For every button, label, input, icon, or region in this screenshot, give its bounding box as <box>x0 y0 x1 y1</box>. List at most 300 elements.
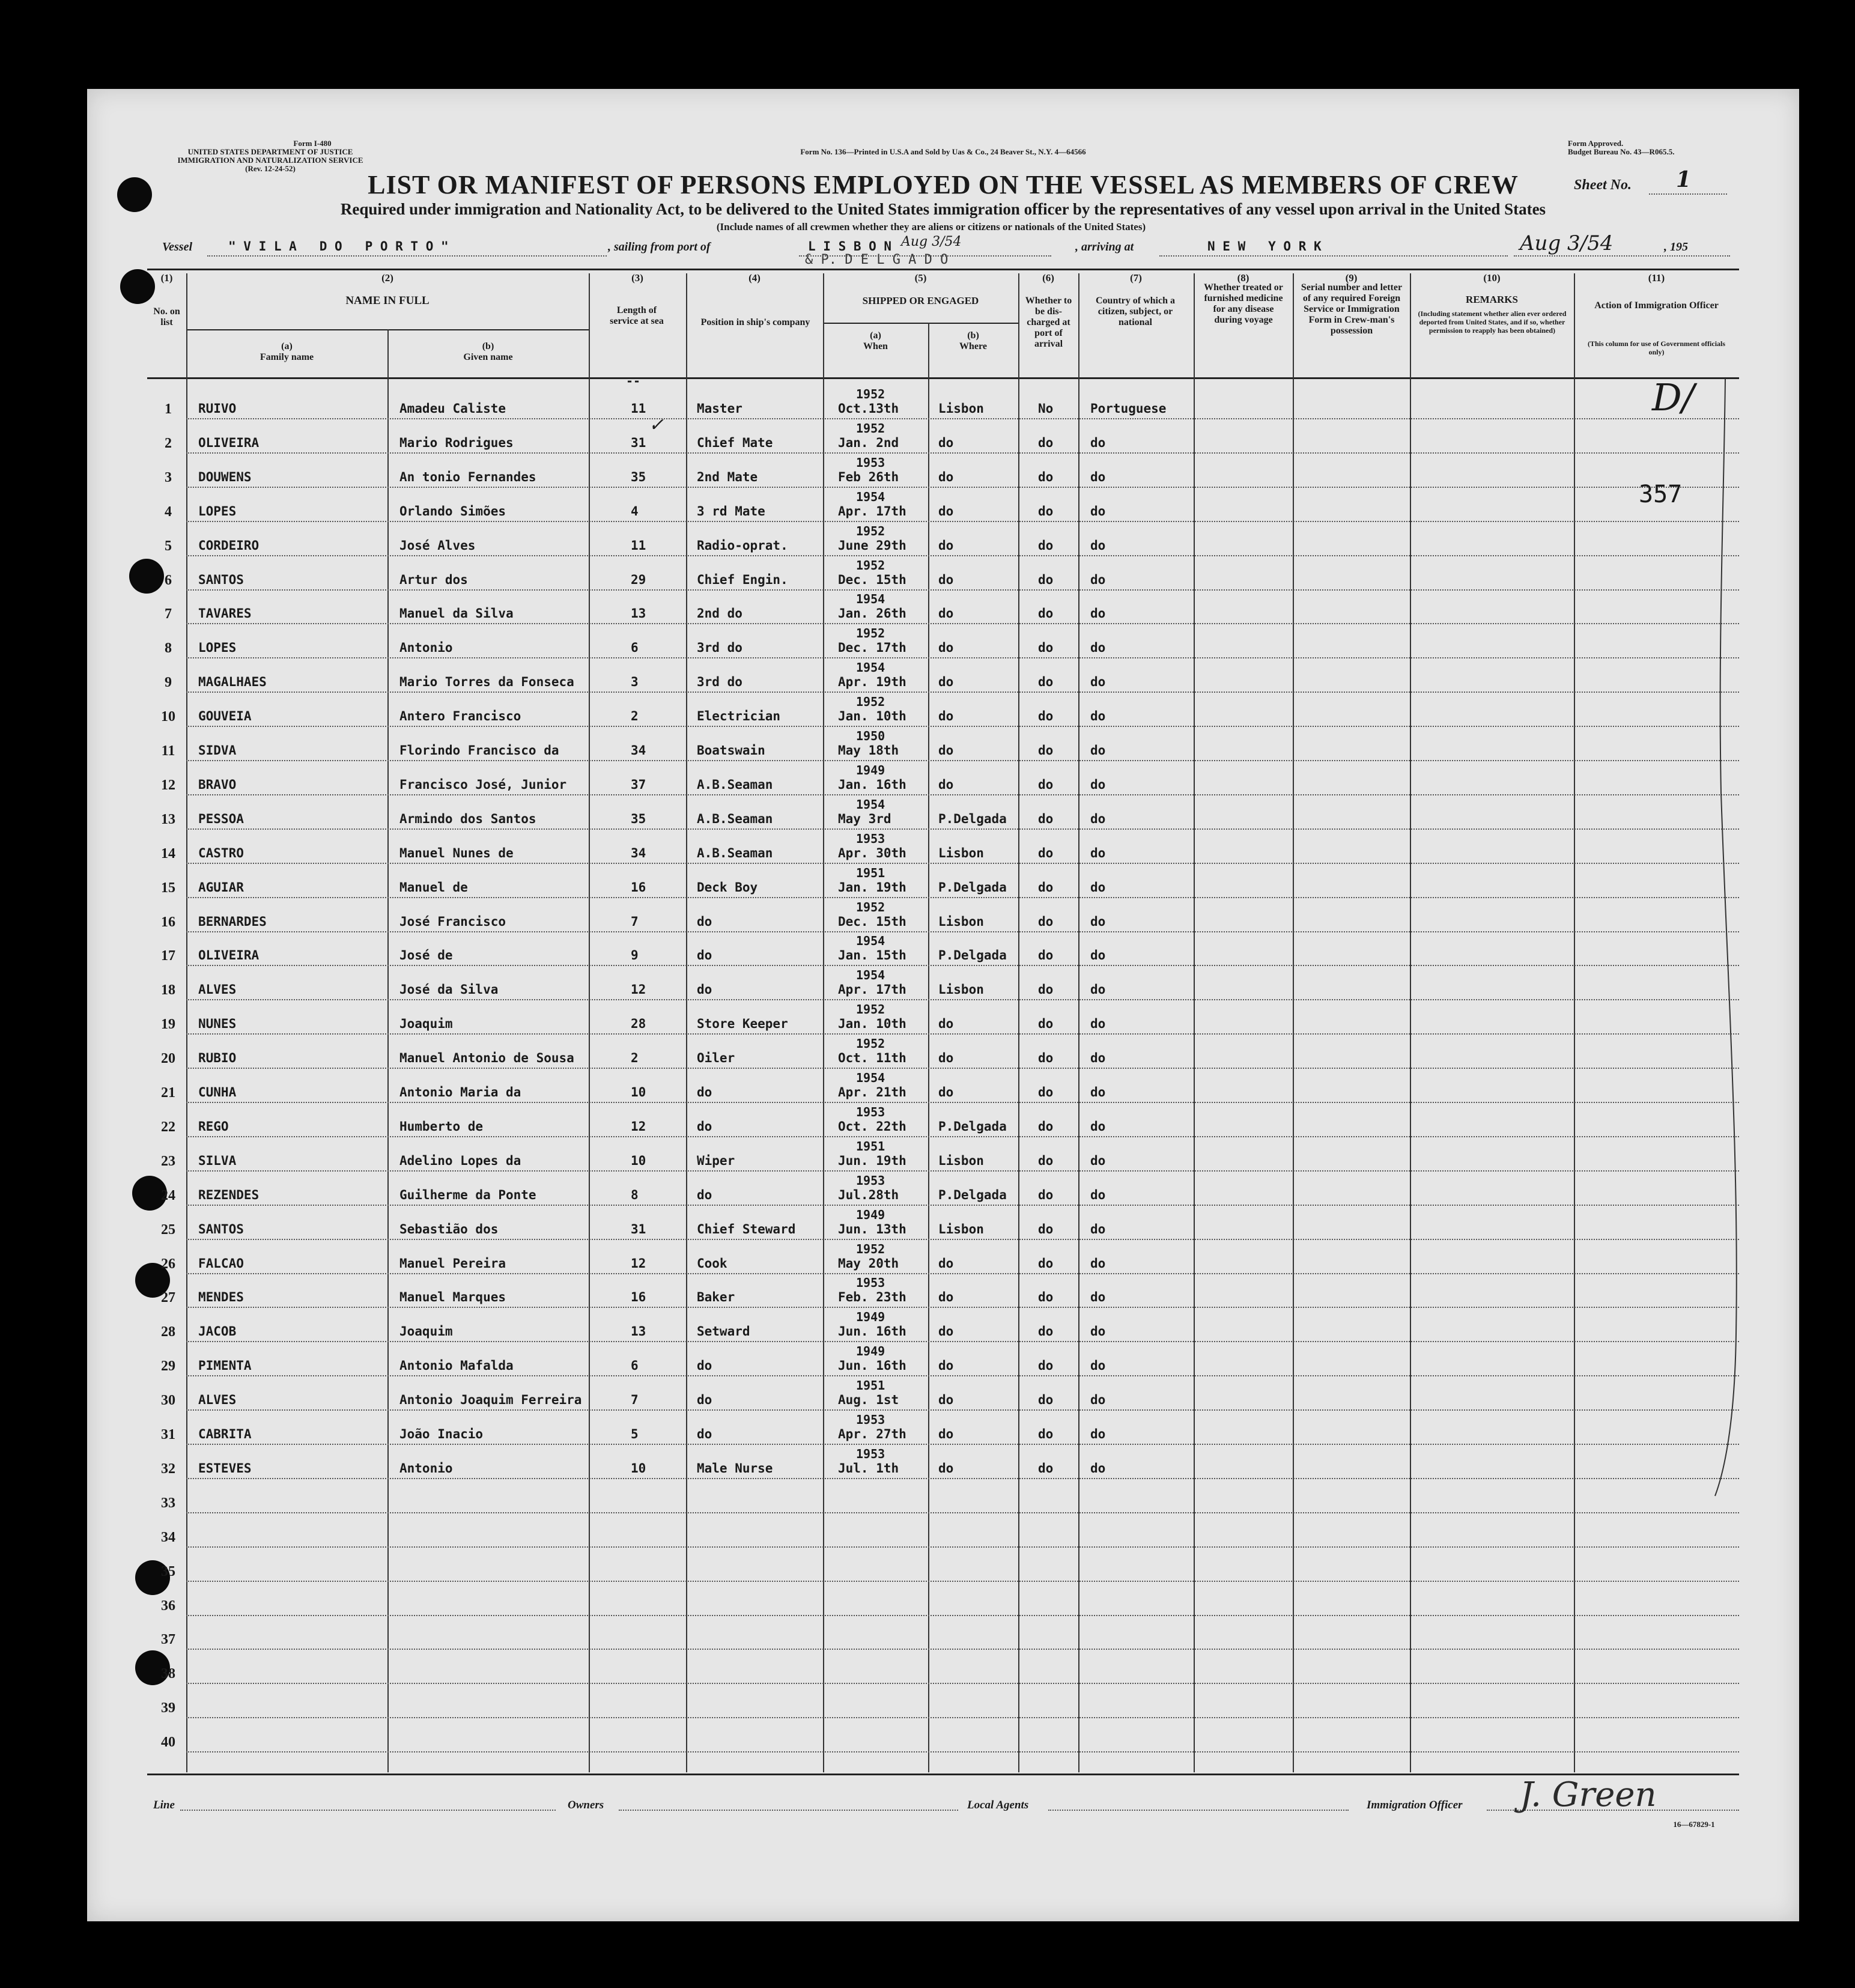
row-family: FALCAO <box>198 1256 244 1271</box>
arrival-date: Aug 3/54 <box>1520 231 1614 255</box>
footer-owners-blank <box>619 1810 958 1811</box>
no-on-list-header: No. on list <box>153 306 180 327</box>
revision: (Rev. 12-24-52) <box>245 164 296 173</box>
row-len: 28 <box>631 1017 646 1032</box>
row-separator <box>186 1102 1739 1103</box>
row-country: do <box>1090 1119 1106 1134</box>
row-dis: do <box>1038 811 1054 826</box>
row-family: RUBIO <box>198 1051 237 1066</box>
row-separator <box>186 1307 1739 1308</box>
row-number: 2 <box>165 435 172 451</box>
row-len: 6 <box>631 1358 639 1373</box>
row-given: Manuel Marques <box>399 1290 506 1305</box>
row-family: PESSOA <box>198 811 244 826</box>
row-pos: Chief Engin. <box>697 572 788 587</box>
row-given: Joaquim <box>399 1017 453 1032</box>
row-given: Adelino Lopes da <box>399 1153 521 1168</box>
row-country: do <box>1090 1324 1106 1339</box>
row-number: 35 <box>161 1563 175 1579</box>
col-divider <box>186 273 187 1772</box>
row-number: 9 <box>165 675 172 691</box>
row-country: do <box>1090 1461 1106 1476</box>
row-country: Portuguese <box>1090 401 1167 416</box>
col-num-6: (6) <box>1042 272 1054 284</box>
col-divider <box>1574 273 1575 1772</box>
row-number: 1 <box>165 401 172 417</box>
row-number: 6 <box>165 572 172 588</box>
row-when: Apr. 30th <box>838 845 906 860</box>
row-separator <box>186 863 1739 864</box>
row-where: do <box>938 469 954 484</box>
row-where: do <box>938 1358 954 1373</box>
printer-note: Form No. 136—Printed in U.S.A and Sold by Uas & Co., 24 Beaver St., N.Y. 4—64566 <box>800 147 1086 156</box>
row-country: do <box>1090 914 1106 929</box>
row-where: Lisbon <box>938 401 984 416</box>
row-where: do <box>938 1324 954 1339</box>
row-separator <box>186 1239 1739 1240</box>
row-number: 36 <box>161 1597 175 1614</box>
row-number: 24 <box>161 1187 175 1203</box>
row-country: do <box>1090 503 1106 518</box>
row-number: 5 <box>165 538 172 554</box>
row-number: 7 <box>165 606 172 622</box>
row-pos: do <box>697 1187 712 1202</box>
shipped-year: 1951 <box>856 865 885 880</box>
shipped-year: 1953 <box>856 455 885 470</box>
service-name: IMMIGRATION AND NATURALIZATION SERVICE <box>177 156 363 165</box>
shipped-year: 1952 <box>856 421 885 436</box>
row-given: José Alves <box>399 538 476 553</box>
row-given: Humberto de <box>399 1119 484 1134</box>
row-len: 10 <box>631 1461 646 1476</box>
row-when: Apr. 17th <box>838 982 906 997</box>
officer-signature: J. Green <box>1520 1775 1657 1814</box>
row-given: Mario Rodrigues <box>399 435 514 450</box>
row-len: 16 <box>631 1290 646 1305</box>
where-header: Where <box>959 341 987 351</box>
row-when: Jan. 2nd <box>838 435 899 450</box>
port-to: N E W Y O R K <box>1207 239 1322 254</box>
action-header: Action of Immigration Officer <box>1594 300 1719 311</box>
row-pos: Male Nurse <box>697 1461 773 1476</box>
row-when: Apr. 27th <box>838 1427 906 1441</box>
row-when: Oct.13th <box>838 401 899 416</box>
row-pos: A.B.Seaman <box>697 845 773 860</box>
row-family: LOPES <box>198 503 237 518</box>
shipped-year: 1952 <box>856 1002 885 1017</box>
row-pos: do <box>697 1119 712 1134</box>
row-separator <box>186 1649 1739 1650</box>
row-len: 8 <box>631 1187 639 1202</box>
row-number: 30 <box>161 1393 175 1409</box>
row-pos: Wiper <box>697 1153 735 1168</box>
shipped-year: 1952 <box>856 387 885 401</box>
row-number: 28 <box>161 1324 175 1340</box>
row-dis: do <box>1038 1324 1054 1339</box>
row-len: 34 <box>631 845 646 860</box>
row-len: 12 <box>631 1119 646 1134</box>
shipped-year: 1952 <box>856 523 885 538</box>
row-family: ESTEVES <box>198 1461 252 1476</box>
row-where: do <box>938 1393 954 1408</box>
row-where: do <box>938 538 954 553</box>
row-country: do <box>1090 1187 1106 1202</box>
row-separator <box>186 1717 1739 1718</box>
row-given: José de <box>399 948 453 963</box>
manifest-sheet <box>87 89 1799 1921</box>
row-when: Dec. 17th <box>838 640 906 655</box>
row-separator <box>186 418 1739 419</box>
shipped-year: 1952 <box>856 1241 885 1256</box>
row-family: CORDEIRO <box>198 538 260 553</box>
shipped-year: 1953 <box>856 831 885 846</box>
row-len: 3 <box>631 675 639 690</box>
shipped-year: 1949 <box>856 762 885 777</box>
row-where: P.Delgada <box>938 1187 1007 1202</box>
row-when: Jan. 10th <box>838 1017 906 1032</box>
col-num-2: (2) <box>381 272 393 284</box>
row-where: P.Delgada <box>938 811 1007 826</box>
row-len: 12 <box>631 982 646 997</box>
row-dis: do <box>1038 1290 1054 1305</box>
row-separator <box>186 657 1739 658</box>
row-country: do <box>1090 1051 1106 1066</box>
row-pos: A.B.Seaman <box>697 777 773 792</box>
row-pos: Setward <box>697 1324 750 1339</box>
row-when: Jun. 16th <box>838 1358 906 1373</box>
shipped-year: 1952 <box>856 695 885 710</box>
row-separator <box>186 760 1739 761</box>
row-when: Dec. 15th <box>838 914 906 929</box>
row-dis: do <box>1038 777 1054 792</box>
row-len: 29 <box>631 572 646 587</box>
family-letter: (a) <box>281 341 293 351</box>
row-given: Manuel Pereira <box>399 1256 506 1271</box>
vessel-underline <box>207 255 607 257</box>
row-country: do <box>1090 1017 1106 1032</box>
row-family: CABRITA <box>198 1427 252 1441</box>
row-dis: do <box>1038 572 1054 587</box>
row-where: Lisbon <box>938 1221 984 1236</box>
row-family: LOPES <box>198 640 237 655</box>
shipped-subhead-rule <box>823 323 1018 324</box>
country-header: Country of which a citizen, subject, or national <box>1095 296 1175 327</box>
row-number: 8 <box>165 640 172 657</box>
row-number: 32 <box>161 1461 175 1477</box>
row-number: 40 <box>161 1734 175 1751</box>
row-family: REZENDES <box>198 1187 260 1202</box>
department: UNITED STATES DEPARTMENT OF JUSTICE <box>187 147 353 156</box>
row-dis: do <box>1038 1153 1054 1168</box>
shipped-header: SHIPPED OR ENGAGED <box>862 295 979 306</box>
footer-line: Line <box>153 1799 175 1811</box>
sheet-number: 1 <box>1676 167 1692 192</box>
row-pos: do <box>697 1393 712 1408</box>
row-where: Lisbon <box>938 914 984 929</box>
manifest-title: LIST OR MANIFEST OF PERSONS EMPLOYED ON THE VESSEL AS MEMBERS OF CREW <box>368 170 1519 199</box>
row-pos: do <box>697 948 712 963</box>
row-pos: A.B.Seaman <box>697 811 773 826</box>
row-number: 16 <box>161 914 175 930</box>
row-where: do <box>938 1051 954 1066</box>
row-number: 38 <box>161 1666 175 1682</box>
row-separator <box>186 1512 1739 1513</box>
row-len: 31 <box>631 435 646 450</box>
row-given: Manuel da Silva <box>399 606 514 621</box>
row-country: do <box>1090 538 1106 553</box>
date-underline <box>1514 255 1730 257</box>
col-num-11: (11) <box>1648 272 1665 284</box>
row-country: do <box>1090 675 1106 690</box>
row-when: Jun. 19th <box>838 1153 906 1168</box>
row-len: 11 <box>631 401 646 416</box>
row-number: 37 <box>161 1632 175 1648</box>
row-number: 39 <box>161 1700 175 1716</box>
row-where: do <box>938 606 954 621</box>
col-divider <box>823 273 824 1772</box>
name-in-full-header: NAME IN FULL <box>345 294 430 307</box>
row-len: 31 <box>631 1221 646 1236</box>
row-number: 19 <box>161 1017 175 1033</box>
row-when: Jun. 13th <box>838 1221 906 1236</box>
row-number: 21 <box>161 1085 175 1101</box>
table-bottom-rule <box>147 1774 1739 1775</box>
footer-owners: Owners <box>568 1799 604 1811</box>
col-num-1: (1) <box>160 272 173 284</box>
row-where: do <box>938 1017 954 1032</box>
row-len: 35 <box>631 811 646 826</box>
shipped-year: 1949 <box>856 1344 885 1359</box>
row-pos: Cook <box>697 1256 727 1271</box>
shipped-year: 1949 <box>856 1207 885 1222</box>
shipped-year: 1954 <box>856 934 885 949</box>
row-where: P.Delgada <box>938 880 1007 895</box>
row-dis: do <box>1038 1358 1054 1373</box>
row-dis: do <box>1038 1085 1054 1099</box>
row-len: 13 <box>631 1324 646 1339</box>
row-family: OLIVEIRA <box>198 435 260 450</box>
row-family: JACOB <box>198 1324 237 1339</box>
row-separator <box>186 589 1739 591</box>
row-given: Francisco José, Junior <box>399 777 567 792</box>
row-family: AGUIAR <box>198 880 244 895</box>
row-given: Antonio Mafalda <box>399 1358 514 1373</box>
row-country: do <box>1090 880 1106 895</box>
row-number: 15 <box>161 880 175 896</box>
row-dis: do <box>1038 914 1054 929</box>
row-separator <box>186 726 1739 727</box>
row-pos: 3rd do <box>697 640 742 655</box>
row-separator <box>186 1478 1739 1479</box>
row-dis: do <box>1038 948 1054 963</box>
row-pos: 3 rd Mate <box>697 503 765 518</box>
row-where: do <box>938 503 954 518</box>
row-number: 12 <box>161 777 175 793</box>
row-dis: do <box>1038 880 1054 895</box>
row-when: May 3rd <box>838 811 891 826</box>
row-given: Manuel Nunes de <box>399 845 514 860</box>
row-separator <box>186 452 1739 454</box>
row-family: BRAVO <box>198 777 237 792</box>
row-number: 13 <box>161 811 175 827</box>
row2-check: ✓ <box>649 415 664 436</box>
row-when: Feb. 23th <box>838 1290 906 1305</box>
row-dis: do <box>1038 1051 1054 1066</box>
row-when: Jul.28th <box>838 1187 899 1202</box>
shipped-year: 1954 <box>856 660 885 675</box>
row-dis: No <box>1038 401 1054 416</box>
row-len: 12 <box>631 1256 646 1271</box>
header-bottom-rule <box>147 377 1739 379</box>
row-where: do <box>938 743 954 758</box>
row-separator <box>186 555 1739 556</box>
shipped-year: 1952 <box>856 1036 885 1051</box>
row-where: do <box>938 1461 954 1476</box>
row-when: June 29th <box>838 538 906 553</box>
row-where: P.Delgada <box>938 1119 1007 1134</box>
vessel-label: Vessel <box>162 240 192 254</box>
row-separator <box>186 1375 1739 1376</box>
row-family: OLIVEIRA <box>198 948 260 963</box>
row-country: do <box>1090 709 1106 724</box>
row-dis: do <box>1038 1461 1054 1476</box>
table-top-rule <box>147 269 1739 270</box>
row-pos: Baker <box>697 1290 735 1305</box>
row-where: do <box>938 1427 954 1441</box>
shipped-year: 1954 <box>856 968 885 983</box>
row-len: 13 <box>631 606 646 621</box>
row-family: MENDES <box>198 1290 244 1305</box>
row-pos: do <box>697 1427 712 1441</box>
col-divider <box>387 329 389 1772</box>
row-pos: Boatswain <box>697 743 765 758</box>
col-num-4: (4) <box>748 272 761 284</box>
row-number: 10 <box>161 709 175 725</box>
row-number: 17 <box>161 948 175 964</box>
row-country: do <box>1090 469 1106 484</box>
row-given: An tonio Fernandes <box>399 469 536 484</box>
row-dis: do <box>1038 709 1054 724</box>
row-when: Jan. 19th <box>838 880 906 895</box>
row-country: do <box>1090 640 1106 655</box>
row-family: TAVARES <box>198 606 252 621</box>
arrival-underline <box>1159 255 1508 257</box>
port-underline <box>799 255 1051 257</box>
row-separator <box>186 1444 1739 1445</box>
when-header: When <box>863 341 888 351</box>
row-country: do <box>1090 1256 1106 1271</box>
col-num-8: (8) <box>1237 272 1249 284</box>
row-given: Antonio Joaquim Ferreira <box>399 1393 582 1408</box>
row-country: do <box>1090 435 1106 450</box>
shipped-year: 1952 <box>856 626 885 641</box>
row-len: 35 <box>631 469 646 484</box>
row-separator <box>186 1581 1739 1582</box>
port-from: L I S B O N <box>808 239 892 254</box>
row-len: 7 <box>631 1393 639 1408</box>
row-given: Joaquim <box>399 1324 453 1339</box>
row-family: RUIVO <box>198 401 237 416</box>
row-separator <box>186 623 1739 624</box>
row-len: 5 <box>631 1427 639 1441</box>
row-separator <box>186 1068 1739 1069</box>
row-number: 18 <box>161 982 175 999</box>
row-when: Aug. 1st <box>838 1393 899 1408</box>
col-num-9: (9) <box>1345 272 1358 284</box>
serial-header: Serial number and letter of any required Foreign Service or Immigration Form in Crew-man's possession <box>1301 282 1403 336</box>
row-pos: Radio-oprat. <box>697 538 788 553</box>
row-country: do <box>1090 845 1106 860</box>
row-number: 34 <box>161 1529 175 1545</box>
family-name-header: Family name <box>260 352 314 362</box>
row-when: Jan. 15th <box>838 948 906 963</box>
row-separator <box>186 1033 1739 1035</box>
row-country: do <box>1090 1290 1106 1305</box>
row-dis: do <box>1038 606 1054 621</box>
row-pos: Electrician <box>697 709 781 724</box>
row-len: 34 <box>631 743 646 758</box>
row-dis: do <box>1038 1119 1054 1134</box>
shipped-year: 1952 <box>856 899 885 914</box>
row-given: Mario Torres da Fonseca <box>399 675 574 690</box>
arriving-label: , arriving at <box>1075 240 1134 254</box>
row-separator <box>186 1136 1739 1137</box>
sheet-underline <box>1649 193 1727 195</box>
row-dis: do <box>1038 469 1054 484</box>
col-num-5: (5) <box>914 272 927 284</box>
form-number: Form I-480 <box>293 139 332 148</box>
row-separator <box>186 1341 1739 1342</box>
row-when: Jan. 10th <box>838 709 906 724</box>
row-country: do <box>1090 811 1106 826</box>
row-dis: do <box>1038 845 1054 860</box>
row-country: do <box>1090 982 1106 997</box>
row-number: 14 <box>161 845 175 862</box>
row-when: Oct. 22th <box>838 1119 906 1134</box>
row-family: SILVA <box>198 1153 237 1168</box>
row-separator <box>186 897 1739 898</box>
row-country: do <box>1090 1153 1106 1168</box>
row-len: 2 <box>631 1051 639 1066</box>
row-family: SANTOS <box>198 1221 244 1236</box>
remarks-header: REMARKS <box>1466 294 1518 305</box>
row-where: do <box>938 675 954 690</box>
row-where: do <box>938 1290 954 1305</box>
row-separator <box>186 521 1739 522</box>
row-when: Jul. 1th <box>838 1461 899 1476</box>
shipped-year: 1954 <box>856 1071 885 1085</box>
col-divider <box>928 323 929 1772</box>
row-when: Apr. 17th <box>838 503 906 518</box>
remarks-note: (Including statement whether alien ever ordered deported from United States, and if so, whether permission to reapply has been obtained) <box>1418 309 1567 335</box>
form-approved: Form Approved. <box>1568 139 1624 148</box>
row-country: do <box>1090 572 1106 587</box>
row-where: do <box>938 1085 954 1099</box>
row-when: Oct. 11th <box>838 1051 906 1066</box>
row-when: May 18th <box>838 743 899 758</box>
length-header: Length of service at sea <box>610 305 664 326</box>
when-letter: (a) <box>870 330 881 341</box>
row-country: do <box>1090 1427 1106 1441</box>
port-from-second: & P. D E L G A D O <box>805 252 949 267</box>
row-given: Amadeu Caliste <box>399 401 506 416</box>
row-given: Antonio <box>399 640 453 655</box>
shipped-year: 1954 <box>856 797 885 812</box>
row-pos: 2nd Mate <box>697 469 758 484</box>
row-given: Manuel de <box>399 880 468 895</box>
row-given: Manuel Antonio de Sousa <box>399 1051 574 1066</box>
row-pos: Master <box>697 401 742 416</box>
